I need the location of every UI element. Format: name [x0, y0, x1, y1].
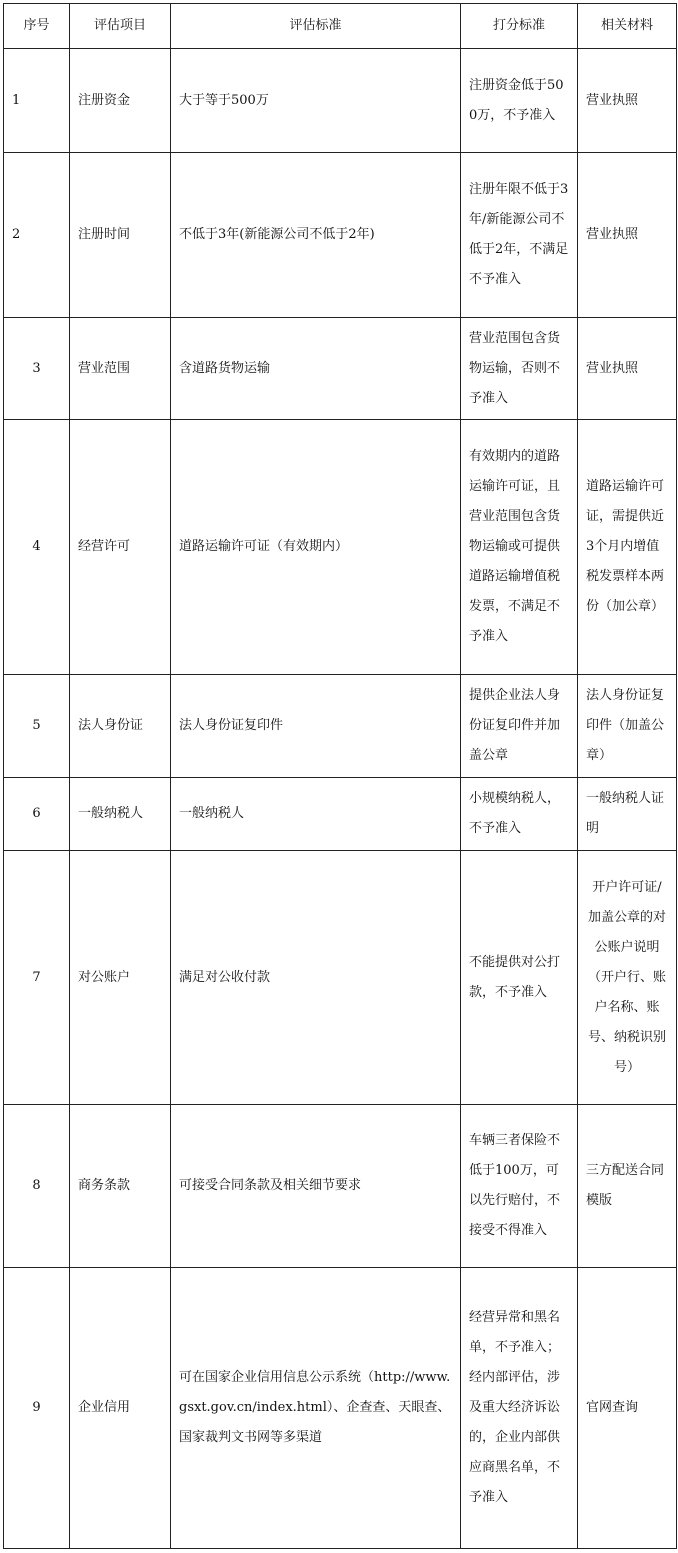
- row-no: 3: [4, 318, 70, 420]
- row-scoring: 提供企业法人身份证复印件并加盖公章: [461, 675, 578, 778]
- row-scoring: [461, 1268, 578, 1549]
- scoring-line: 经内部评估，涉及重大经济诉讼的，企业内部供应商黑名单，不予准入: [469, 1370, 561, 1505]
- table-row: [4, 675, 677, 778]
- row-no: 8: [4, 1105, 70, 1268]
- row-materials: 营业执照: [578, 153, 677, 318]
- table-row: [4, 420, 677, 675]
- evaluation-table: [3, 3, 677, 1549]
- row-scoring: 注册年限不低于3年/新能源公司不低于2年，不满足不予准入: [461, 153, 578, 318]
- table-row: [4, 49, 677, 153]
- table-row: [4, 153, 677, 318]
- table-row: [4, 318, 677, 420]
- table-row: [4, 851, 677, 1105]
- row-no: 6: [4, 778, 70, 851]
- row-scoring: 不能提供对公打款，不予准入: [461, 851, 578, 1105]
- row-item: 法人身份证: [70, 675, 171, 778]
- table-row: [4, 1105, 677, 1268]
- row-scoring: 注册资金低于500万，不予准入: [461, 49, 578, 153]
- row-standard: 满足对公收付款: [171, 851, 461, 1105]
- row-materials: 官网查询: [578, 1268, 677, 1549]
- row-scoring: 小规模纳税人，不予准入: [461, 778, 578, 851]
- row-standard: 大于等于500万: [171, 49, 461, 153]
- row-standard: 道路运输许可证（有效期内）: [171, 420, 461, 675]
- row-item: 对公账户: [70, 851, 171, 1105]
- table-row: [4, 1268, 677, 1549]
- row-materials: 营业执照: [578, 318, 677, 420]
- row-item: 注册资金: [70, 49, 171, 153]
- row-materials: 营业执照: [578, 49, 677, 153]
- table-row: [4, 778, 677, 851]
- scoring-line: 经营异常和黑名单，不予准入；: [469, 1310, 561, 1355]
- row-standard: 一般纳税人: [171, 778, 461, 851]
- row-materials: 道路运输许可证，需提供近3个月内增值税发票样本两份（加公章）: [578, 420, 677, 675]
- row-scoring: 车辆三者保险不低于100万，可以先行赔付，不接受不得准入: [461, 1105, 578, 1268]
- row-standard: 不低于3年(新能源公司不低于2年): [171, 153, 461, 318]
- row-item: 一般纳税人: [70, 778, 171, 851]
- row-materials: 开户许可证/加盖公章的对公账户说明（开户行、账户名称、账号、纳税识别号）: [578, 851, 677, 1105]
- header-materials: 相关材料: [578, 4, 677, 49]
- row-item: 商务条款: [70, 1105, 171, 1268]
- row-materials: 三方配送合同模版: [578, 1105, 677, 1268]
- row-materials: 一般纳税人证明: [578, 778, 677, 851]
- row-item: 注册时间: [70, 153, 171, 318]
- row-standard: 可在国家企业信用信息公示系统（http://www.gsxt.gov.cn/index.html）、企查查、天眼查、国家裁判文书网等多渠道: [171, 1268, 461, 1549]
- row-standard: 可接受合同条款及相关细节要求: [171, 1105, 461, 1268]
- table-header-row: [4, 4, 677, 49]
- row-item: 企业信用: [70, 1268, 171, 1549]
- row-scoring: 营业范围包含货物运输，否则不予准入: [461, 318, 578, 420]
- row-no: 5: [4, 675, 70, 778]
- header-no: 序号: [4, 4, 70, 49]
- row-no: 9: [4, 1268, 70, 1549]
- row-item: 营业范围: [70, 318, 171, 420]
- row-no: 1: [4, 49, 70, 153]
- row-no: 2: [4, 153, 70, 318]
- row-standard: 含道路货物运输: [171, 318, 461, 420]
- header-scoring: 打分标准: [461, 4, 578, 49]
- header-standard: 评估标准: [171, 4, 461, 49]
- row-materials: 法人身份证复印件（加盖公章）: [578, 675, 677, 778]
- row-no: 4: [4, 420, 70, 675]
- row-no: 7: [4, 851, 70, 1105]
- row-item: 经营许可: [70, 420, 171, 675]
- row-standard: 法人身份证复印件: [171, 675, 461, 778]
- row-scoring: 有效期内的道路运输许可证，且营业范围包含货物运输或可提供道路运输增值税发票，不满足不予准入: [461, 420, 578, 675]
- header-item: 评估项目: [70, 4, 171, 49]
